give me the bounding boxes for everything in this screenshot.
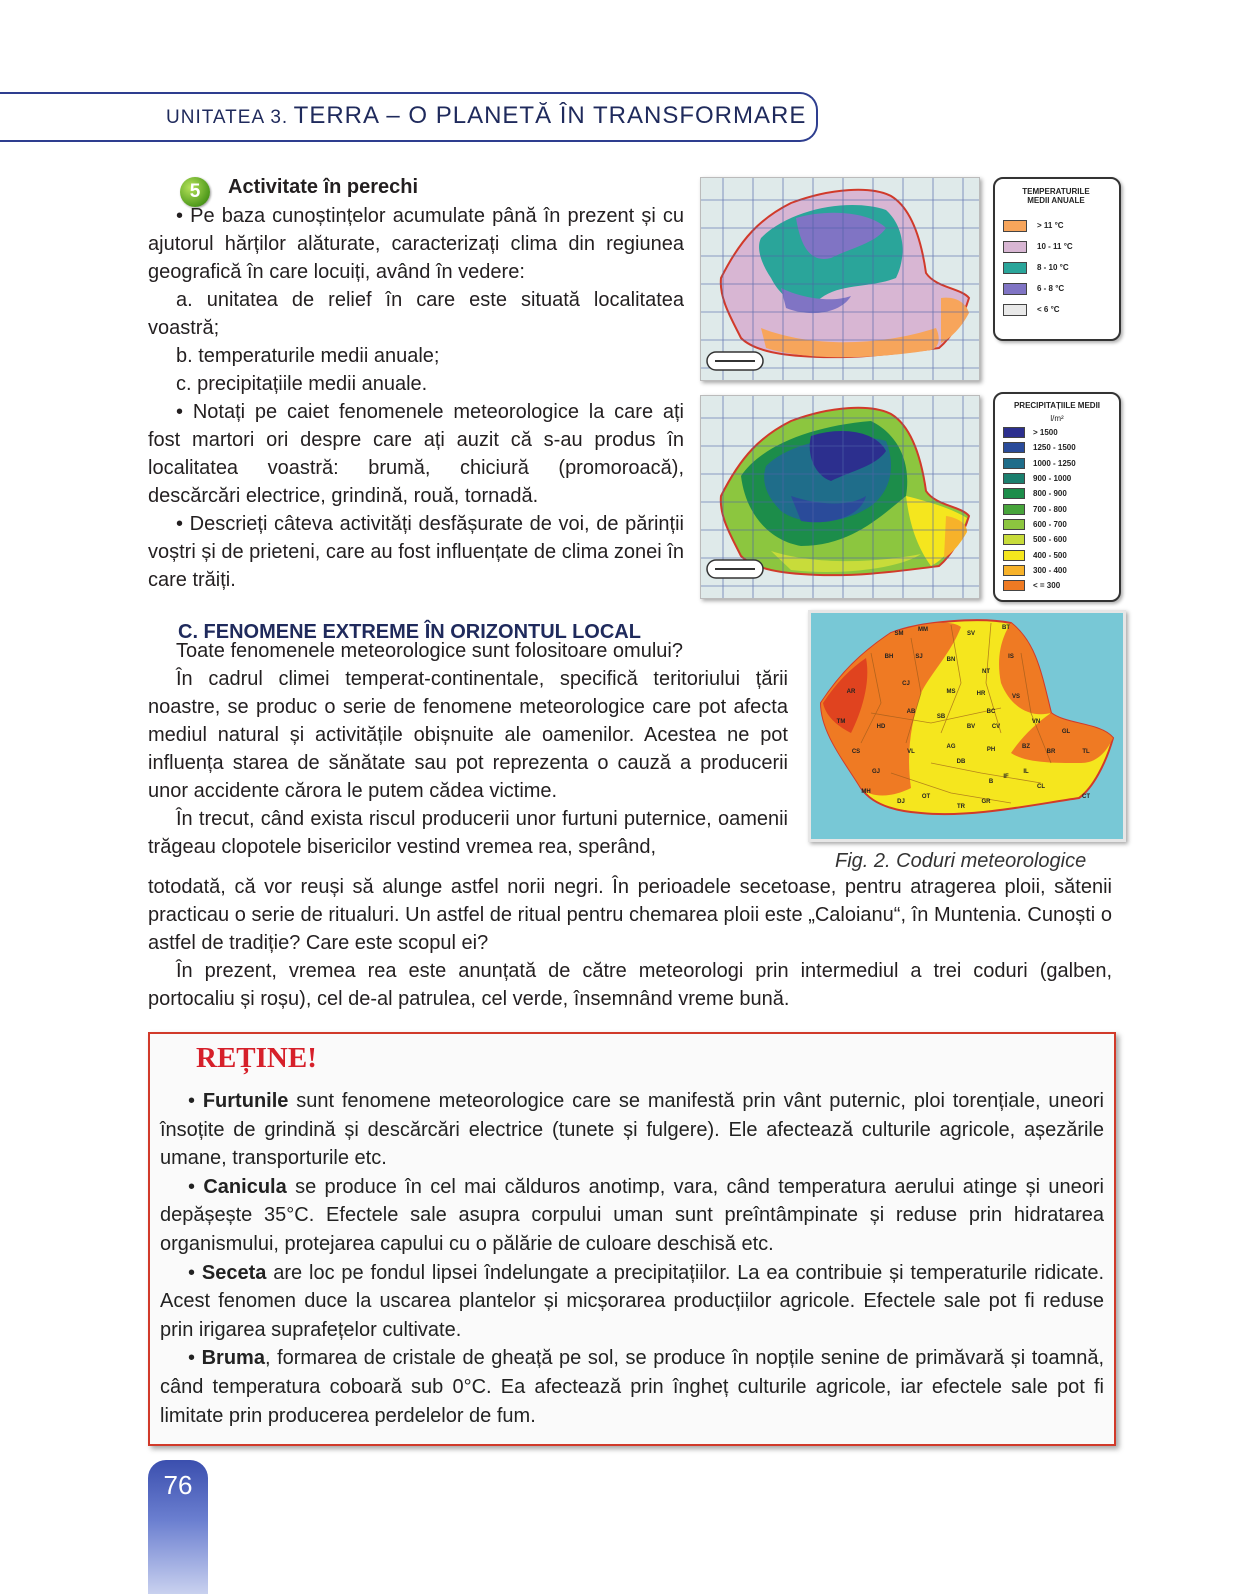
retine-item: • Canicula se produce în cel mai călduros anotimp, vara, când temperatura aerului atinge și uneori depășește 35°C. Efectele sale asupra corpului uman sunt preîntâmpinate și reduse prin hidratarea organismului, protejarea capului cu o pălărie de culoare deschisă etc. xyxy=(160,1175,1105,1255)
county-code-label: B xyxy=(988,779,994,785)
legend-swatch xyxy=(1003,220,1027,232)
legend-label: 400 - 500 xyxy=(1033,550,1067,560)
precipitation-legend-title: PRECIPITAȚIILE MEDII xyxy=(1013,401,1101,410)
section-c-question: Toate fenomenele meteorologice sunt folositoare omului? xyxy=(176,640,683,662)
county-code-label: VS xyxy=(1011,694,1021,700)
temperature-legend-item xyxy=(1003,257,1119,278)
legend-label: 8 - 10 °C xyxy=(1037,263,1069,272)
county-code-label: DB xyxy=(956,759,966,765)
county-code-label: GJ xyxy=(871,769,881,775)
activity-text xyxy=(148,202,684,594)
legend-label: < 6 °C xyxy=(1037,305,1060,314)
precipitation-legend-unit: l/m² xyxy=(1050,414,1064,423)
activity-item-c: c. precipitațiile medii anuale. xyxy=(176,373,428,395)
temperature-map xyxy=(700,177,980,381)
legend-label: 900 - 1000 xyxy=(1033,474,1072,484)
county-code-label: BN xyxy=(946,657,956,663)
header-title xyxy=(166,102,806,130)
county-code-label: VL xyxy=(907,749,915,755)
county-code-label: GL xyxy=(1061,729,1071,735)
legend-label: 700 - 800 xyxy=(1033,504,1067,514)
county-code-label: BZ xyxy=(1022,744,1030,750)
legend-label: > 1500 xyxy=(1033,428,1058,438)
county-code-label: CS xyxy=(851,749,861,755)
weather-codes-map-graphic xyxy=(811,613,1123,839)
legend-label: 500 - 600 xyxy=(1033,535,1067,545)
retine-term: Seceta xyxy=(201,1261,267,1284)
legend-swatch xyxy=(1003,565,1025,576)
temperature-legend-item xyxy=(1003,236,1119,257)
county-code-label: TR xyxy=(957,804,965,810)
county-code-label: GR xyxy=(981,799,991,805)
activity-p2: • Notați pe caiet fenomenele meteorologice la care ați fost martori ori despre care ați auzit că s-au produs în localitatea voastră: brumă, chiciură (promoroacă), descărcări electrice, grindină, rouă, tornadă. xyxy=(148,401,684,507)
legend-label: 600 - 700 xyxy=(1033,519,1067,529)
precipitation-legend-item xyxy=(1003,486,1119,501)
section-c-p2a: În trecut, când exista riscul producerii unor furtuni puternice, oamenii trăgeau clopotele bisericilor vestind vremea rea, sperând, xyxy=(148,808,788,858)
retine-body xyxy=(160,1087,1104,1430)
legend-swatch xyxy=(1003,262,1027,274)
precipitation-map xyxy=(700,395,980,599)
activity-item-a: a. unitatea de relief în care este situată localitatea voastră; xyxy=(148,289,684,339)
county-code-label: DJ xyxy=(897,799,905,805)
precipitation-legend-item xyxy=(1003,471,1119,486)
county-code-label: PH xyxy=(986,747,996,753)
legend-swatch xyxy=(1003,473,1025,484)
county-code-label: OT xyxy=(921,794,931,800)
county-code-label: SB xyxy=(936,714,946,720)
precipitation-legend-item xyxy=(1003,532,1119,547)
county-code-label: BR xyxy=(1046,749,1056,755)
county-code-label: BV xyxy=(966,724,976,730)
temperature-legend-item xyxy=(1003,299,1119,320)
county-code-label: IL xyxy=(1023,769,1029,775)
county-code-label: AB xyxy=(906,709,916,715)
retine-item: • Bruma, formarea de cristale de gheață pe sol, se produce în nopțile senine de primăvară și toamnă, când temperatura coboară sub 0°C. Ea afectează prin îngheț culturile agricole, iar efectele sale pot fi limitate prin producerea perdelelor de fum. xyxy=(160,1347,1105,1427)
legend-swatch xyxy=(1003,442,1025,453)
temperature-legend xyxy=(993,177,1121,341)
precipitation-legend-item xyxy=(1003,547,1119,562)
county-code-label: SM xyxy=(894,631,904,637)
precipitation-legend xyxy=(993,392,1121,602)
activity-title: Activitate în perechi xyxy=(228,176,419,198)
temperature-map-graphic xyxy=(701,178,979,380)
legend-swatch xyxy=(1003,504,1025,515)
temperature-legend-title: TEMPERATURILE MEDII ANUALE xyxy=(1022,187,1090,205)
legend-label: < = 300 xyxy=(1033,581,1061,591)
county-code-label: MM xyxy=(918,627,928,633)
county-code-label: VN xyxy=(1031,719,1041,725)
legend-swatch xyxy=(1003,534,1025,545)
activity-number-badge: 5 xyxy=(180,177,210,207)
section-c-p3: În prezent, vremea rea este anunțată de către meteorologi prin intermediul a trei coduri (galben, portocaliu și roșu), cel de-al patrulea, cel verde, însemnând vreme bună. xyxy=(148,960,1112,1010)
county-code-label: IS xyxy=(1008,654,1014,660)
retine-item: • Seceta are loc pe fondul lipsei îndelungate a precipitațiilor. La ea contribuie și temperaturile ridicate. Acest fenomen duce la uscarea plantelor și micșorarea producțiilor agricole. Efectele sale pot fi reduse prin irigarea suprafețelor cultivate. xyxy=(160,1261,1104,1341)
legend-label: 10 - 11 °C xyxy=(1037,242,1073,251)
section-c-text xyxy=(148,637,788,861)
retine-item: • Furtunile sunt fenomene meteorologice care se manifestă prin vânt puternic, ploi torențiale, uneori însoțite de grindină și descărcări electrice (tunete și fulgere). Ele afectează culturile agricole, așezările umane, transporturile etc. xyxy=(160,1090,1104,1170)
retine-text: , formarea de cristale de gheață pe sol, se produce în nopțile senine de primăvară și toamnă, când temperatura coboară sub 0°C. Ea afectează prin îngheț culturile agricole, iar efectele sale pot fi limitate prin producerea perdelelor de fum. xyxy=(160,1347,1105,1427)
precipitation-legend-item xyxy=(1003,456,1119,471)
retine-text: sunt fenomene meteorologice care se manifestă prin vânt puternic, ploi torențiale, uneori însoțite de grindină și descărcări electrice (tunete și fulgere). Ele afectează culturile agricole, așezările umane, transporturile etc. xyxy=(160,1090,1104,1170)
legend-swatch xyxy=(1003,304,1027,316)
county-code-label: BT xyxy=(1002,625,1010,631)
county-code-label: CT xyxy=(1082,794,1090,800)
legend-label: 300 - 400 xyxy=(1033,565,1067,575)
legend-label: > 11 °C xyxy=(1037,221,1064,230)
temperature-legend-item xyxy=(1003,278,1119,299)
county-code-label: IF xyxy=(1003,774,1009,780)
county-code-label: SV xyxy=(966,631,976,637)
retine-title: REȚINE! xyxy=(196,1042,317,1074)
page-number: 76 xyxy=(163,1470,193,1500)
county-code-label: HD xyxy=(876,724,886,730)
county-code-label: CJ xyxy=(902,681,910,687)
section-c-continuation xyxy=(148,873,1112,1013)
legend-swatch xyxy=(1003,283,1027,295)
weather-codes-map xyxy=(808,610,1126,842)
county-code-label: MH xyxy=(861,789,871,795)
activity-p3: • Descrieți câteva activități desfășurate de voi, de părinții voștri și de prieteni, care au fost influențate de clima zonei în care trăiți. xyxy=(148,513,684,591)
retine-term: Canicula xyxy=(203,1175,287,1198)
activity-item-b: b. temperaturile medii anuale; xyxy=(176,345,440,367)
unit-label: UNITATEA 3. xyxy=(166,107,289,128)
legend-swatch xyxy=(1003,519,1025,530)
unit-title: TERRA – O PLANETĂ ÎN TRANSFORMARE xyxy=(293,102,807,129)
section-c-p2b: totodată, că vor reuși să alunge astfel norii negri. În perioadele secetoase, pentru atragerea ploii, sătenii practicau o serie de ritualuri. Un astfel de ritual pentru chemarea ploii este „Caloianu“, în Muntenia. Cunoști o astfel de tradiție? Care este scopul ei? xyxy=(148,876,1112,954)
county-code-label: AR xyxy=(846,689,856,695)
legend-label: 6 - 8 °C xyxy=(1037,284,1065,293)
legend-swatch xyxy=(1003,458,1025,469)
legend-swatch xyxy=(1003,427,1025,438)
activity-p1: • Pe baza cunoștințelor acumulate până în prezent și cu ajutorul hărților alăturate, caracterizați clima din regiunea geografică în care locuiți, având în vedere: xyxy=(148,205,684,283)
precipitation-legend-item xyxy=(1003,517,1119,532)
precipitation-map-graphic xyxy=(701,396,979,598)
county-code-label: TL xyxy=(1082,749,1090,755)
precipitation-legend-item xyxy=(1003,578,1119,593)
section-c-p1: În cadrul climei temperat-continentale, specifică teritoriului țării noastre, se produc o serie de fenomene meteorologice care pot afecta mediul natural și activitățile obișnuite ale oamenilor. Acestea ne pot influența starea de sănătate sau pot reprezenta o cauză a producerii unor accidente cărora le putem cădea victime. xyxy=(148,668,788,802)
retine-term: Bruma xyxy=(201,1347,265,1370)
legend-swatch xyxy=(1003,241,1027,253)
precipitation-legend-item xyxy=(1003,563,1119,578)
county-code-label: HR xyxy=(976,691,986,697)
legend-label: 1250 - 1500 xyxy=(1033,443,1076,453)
legend-swatch xyxy=(1003,580,1025,591)
legend-label: 800 - 900 xyxy=(1033,489,1067,499)
retine-term: Furtunile xyxy=(202,1090,289,1112)
temperature-legend-item xyxy=(1003,215,1119,236)
county-code-label: BH xyxy=(884,654,894,660)
county-code-label: TM xyxy=(836,719,846,725)
precipitation-legend-item xyxy=(1003,425,1119,440)
retine-text: are loc pe fondul lipsei îndelungate a precipitațiilor. La ea contribuie și temperaturile ridicate. Acest fenomen duce la uscarea plantelor și micșorarea producțiilor agricole. Efectele sale pot fi reduse prin irigarea suprafețelor cultivate. xyxy=(160,1261,1104,1341)
legend-swatch xyxy=(1003,488,1025,499)
county-code-label: AG xyxy=(946,744,956,750)
county-code-label: MS xyxy=(946,689,956,695)
precipitation-legend-item xyxy=(1003,501,1119,516)
county-code-label: SJ xyxy=(915,654,923,660)
retine-text: se produce în cel mai călduros anotimp, vara, când temperatura aerului atinge și uneori depășește 35°C. Efectele sale asupra corpului uman sunt preîntâmpinate și reduse prin hidratarea organismului, protejarea capului cu o pălărie de culoare deschisă etc. xyxy=(160,1175,1105,1255)
county-code-label: NT xyxy=(982,669,990,675)
county-code-label: CL xyxy=(1037,784,1045,790)
section-c-title: C. FENOMENE EXTREME ÎN ORIZONTUL LOCAL xyxy=(178,621,641,643)
legend-swatch xyxy=(1003,550,1025,561)
county-code-label: CV xyxy=(991,724,1001,730)
county-code-label: BC xyxy=(986,709,996,715)
figure-caption: Fig. 2. Coduri meteorologice xyxy=(835,850,1087,872)
precipitation-legend-item xyxy=(1003,440,1119,455)
legend-label: 1000 - 1250 xyxy=(1033,458,1076,468)
